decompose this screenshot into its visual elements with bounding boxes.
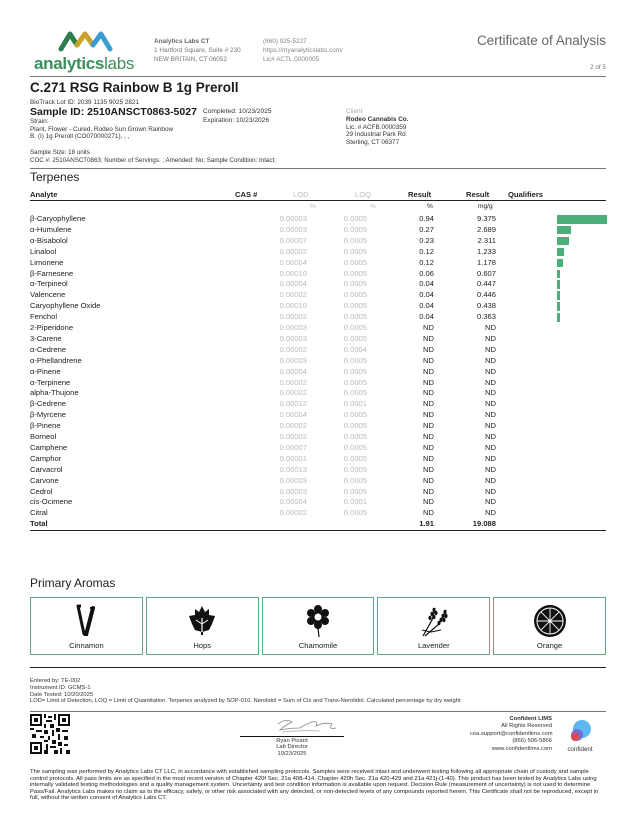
analyte-name: β-Farnesene (30, 268, 74, 278)
result-pct: ND (423, 399, 434, 409)
analyte-name: Caryophyllene Oxide (30, 301, 101, 311)
loq-value: 0.0005 (343, 388, 367, 398)
document-title: Certificate of Analysis (476, 33, 606, 48)
col-qualifiers: Qualifiers (508, 190, 544, 199)
result-pct: ND (423, 355, 434, 365)
result-pct: 0.12 (419, 257, 434, 267)
col-result-pct: Result (408, 190, 432, 199)
table-row (30, 323, 606, 334)
lavender-icon (419, 604, 449, 638)
lod-value: 0.00004 (279, 257, 307, 267)
analyte-name: α-Terpineol (30, 279, 68, 289)
result-mg: 0.438 (476, 301, 496, 311)
table-row (30, 443, 606, 454)
signatory-title: Lab Director (276, 744, 308, 751)
client-license: Lic. # ACFB.0000359 (346, 123, 407, 131)
completed-date: Completed: 10/23/2025 (203, 108, 272, 115)
loq-value: 0.0005 (343, 312, 367, 322)
loq-value: 0.0005 (343, 290, 367, 300)
terpenes-divider (30, 168, 606, 169)
signatory-name: Ryan Picard (276, 738, 308, 744)
page-number: 2 of 5 (590, 64, 606, 71)
col-lod: LOD (293, 190, 309, 199)
unit-lod: % (310, 203, 316, 210)
loq-value: 0.0005 (343, 235, 367, 245)
result-mg: ND (485, 508, 496, 518)
notes-divider (30, 711, 606, 712)
analyte-name: α-Terpinene (30, 377, 71, 387)
lod-value: 0.00003 (279, 224, 307, 234)
result-mg: ND (485, 453, 496, 463)
analyte-name: Limonene (30, 257, 64, 267)
result-pct: ND (423, 432, 434, 441)
loq-value: 0.0005 (343, 410, 367, 420)
result-mg: ND (485, 497, 496, 507)
table-row (30, 290, 606, 301)
qualifier-bar (557, 270, 560, 279)
unit-loq: % (370, 203, 376, 210)
table-row (30, 214, 606, 225)
lod-value: 0.00003 (279, 333, 307, 343)
lod-value: 0.00001 (279, 453, 307, 463)
qualifier-bar (557, 280, 560, 289)
total-row (30, 519, 606, 530)
qr-code-icon (30, 714, 70, 754)
result-pct: 0.23 (419, 235, 434, 245)
result-mg: ND (485, 410, 496, 420)
analyte-name: α-Bisabolol (30, 235, 68, 245)
strain-label: Strain: (30, 118, 49, 125)
hops-icon (187, 604, 217, 636)
result-mg: ND (485, 377, 496, 387)
result-mg: 0.446 (476, 290, 496, 300)
qualifier-bar (557, 302, 560, 311)
lod-value: 0.00002 (279, 508, 307, 518)
result-pct: 0.04 (419, 312, 434, 322)
biotrack-lot-id: BioTrack Lot ID: 2039 1135 9025 2821 (30, 99, 140, 106)
qualifier-bar (557, 313, 560, 322)
lab-name: Analytics Labs CT (154, 38, 210, 45)
table-row (30, 378, 606, 389)
signature-date: 10/23/2025 (277, 750, 307, 757)
lod-value: 0.00002 (279, 388, 307, 398)
result-pct: ND (423, 388, 434, 398)
loq-value: 0.0005 (343, 421, 367, 431)
col-loq: LOQ (355, 190, 372, 199)
total-mg: 19.088 (472, 519, 496, 529)
analyte-name: α-Humulene (30, 224, 72, 234)
aroma-hops (146, 597, 259, 655)
table-row (30, 454, 606, 465)
sample-size-info (30, 149, 276, 164)
result-pct: 0.94 (419, 214, 434, 223)
analyte-name: β-Caryophyllene (30, 214, 86, 223)
qualifier-bar (557, 291, 560, 300)
analyte-name: β-Cedrene (30, 399, 67, 409)
result-mg: ND (485, 344, 496, 354)
loq-value: 0.0005 (343, 508, 367, 518)
lod-value: 0.00003 (279, 323, 307, 332)
aroma-label: Chamomile (298, 641, 338, 650)
loq-value: 0.0005 (343, 224, 367, 234)
lod-value: 0.00013 (279, 464, 307, 474)
lims-name: Confident LIMS (509, 716, 552, 722)
client-address-1: 29 Industrial Park Rd (346, 131, 406, 139)
analyte-name: β-Pinene (30, 421, 61, 431)
lod-value: 0.00007 (279, 235, 307, 245)
table-row (30, 225, 606, 236)
result-pct: ND (423, 508, 434, 518)
result-pct: ND (423, 421, 434, 431)
qualifier-bar (557, 215, 607, 224)
lod-value: 0.00003 (279, 214, 307, 223)
loq-value: 0.0005 (343, 486, 367, 496)
lod-value: 0.00003 (279, 486, 307, 496)
analyte-name: α-Cedrene (30, 344, 67, 354)
result-mg: ND (485, 432, 496, 441)
total-pct: 1.91 (419, 519, 434, 529)
result-mg: ND (485, 366, 496, 376)
lod-value: 0.00004 (279, 279, 307, 289)
analyte-name: cis-Ocimene (30, 497, 73, 507)
lab-contact (263, 37, 343, 64)
aroma-label: Cinnamon (69, 641, 104, 650)
lod-value: 0.00003 (279, 355, 307, 365)
result-mg: ND (485, 355, 496, 365)
lod-value: 0.00004 (279, 497, 307, 507)
analyte-name: Cedrol (30, 486, 53, 496)
confident-logo-text: confident (567, 746, 593, 753)
aroma-orange (493, 597, 606, 655)
lab-address-2: NEW BRITAIN, CT 06052 (154, 56, 227, 63)
result-pct: ND (423, 453, 434, 463)
lims-phone: (866) 506-5866 (512, 738, 552, 745)
loq-value: 0.0005 (343, 301, 367, 311)
result-pct: 0.27 (419, 224, 434, 234)
lod-value: 0.00002 (279, 312, 307, 322)
loq-value: 0.0005 (343, 442, 367, 452)
header-divider (30, 76, 606, 77)
signature-block (240, 716, 344, 756)
result-mg: 0.607 (476, 268, 496, 278)
result-pct: ND (423, 333, 434, 343)
lod-loq-legend: LOD= Limit of Detection, LOQ = Limit of Quantitation. Terpenes analyzed by SOP-010. Nerolidol = Sum of Cis and Trans-Nerolidol. Calculated percentage by dry weight (30, 698, 461, 705)
result-mg: 2.689 (476, 224, 496, 234)
table-row (30, 432, 606, 443)
analyte-name: Carvone (30, 475, 59, 485)
loq-value: 0.0001 (343, 497, 367, 507)
sample-id: Sample ID: 2510ANSCT0863-5027 (30, 106, 197, 118)
table-row (30, 247, 606, 258)
result-pct: ND (423, 497, 434, 507)
date-tested: Date Tested: 10/20/2025 (30, 691, 94, 698)
table-row (30, 410, 606, 421)
col-result-mg: Result (466, 190, 490, 199)
table-row (30, 356, 606, 367)
table-row (30, 367, 606, 378)
logo-mark-icon (58, 30, 118, 52)
lims-url[interactable]: www.confidentlims.com (491, 745, 552, 752)
lab-address-1: 1 Hartford Square, Suite # 230 (154, 47, 241, 54)
table-row (30, 465, 606, 476)
loq-value: 0.0005 (343, 279, 367, 289)
col-analyte: Analyte (30, 190, 58, 199)
unit-result-pct: % (427, 203, 433, 210)
table-row (30, 399, 606, 410)
result-pct: ND (423, 442, 434, 452)
analyte-name: Carvacrol (30, 464, 63, 474)
lab-phone: (860) 925-5227 (263, 38, 307, 45)
analytics-labs-logo (34, 30, 144, 74)
table-row (30, 236, 606, 247)
orange-icon (533, 604, 567, 638)
loq-value: 0.0001 (343, 399, 367, 409)
analyte-name: β-Myrcene (30, 410, 67, 420)
sample-dates (203, 108, 272, 125)
analyte-name: alpha-Thujone (30, 388, 79, 398)
result-pct: 0.04 (419, 279, 434, 289)
strain-desc-2: B. (I) 1g Preroll (CO070000271), , , (30, 133, 130, 141)
table-row (30, 345, 606, 356)
lod-value: 0.00012 (279, 399, 307, 409)
result-pct: ND (423, 366, 434, 376)
client-label: Client (346, 108, 363, 115)
aromas-section-title: Primary Aromas (30, 576, 116, 590)
loq-value: 0.0005 (343, 246, 367, 256)
loq-value: 0.0005 (343, 453, 367, 463)
result-pct: ND (423, 377, 434, 387)
total-label: Total (30, 519, 48, 529)
loq-value: 0.0005 (343, 464, 367, 474)
qualifier-bar (557, 226, 571, 235)
loq-value: 0.0005 (343, 366, 367, 376)
table-row (30, 487, 606, 498)
result-mg: ND (485, 442, 496, 452)
aroma-label: Lavender (417, 641, 450, 650)
unit-result-mg: mg/g (478, 203, 493, 210)
test-notes (30, 678, 461, 705)
lod-value: 0.00010 (279, 268, 307, 278)
table-row (30, 258, 606, 269)
cinnamon-icon (74, 604, 98, 636)
loq-value: 0.0004 (343, 344, 367, 354)
aroma-cinnamon (30, 597, 143, 655)
result-mg: 0.363 (476, 312, 496, 322)
loq-value: 0.0005 (343, 355, 367, 365)
client-info (346, 108, 409, 147)
terpenes-section-title: Terpenes (30, 170, 80, 184)
loq-value: 0.0005 (343, 475, 367, 485)
lod-value: 0.00002 (279, 421, 307, 431)
lod-value: 0.00002 (279, 432, 307, 441)
result-pct: ND (423, 486, 434, 496)
loq-value: 0.0005 (343, 268, 367, 278)
loq-value: 0.0005 (343, 323, 367, 332)
aroma-label: Hops (193, 641, 212, 650)
qualifier-bar (557, 248, 564, 257)
disclaimer: The sampling was performed by Analytics Labs CT LLC, in accordance with established sampling protocols. Samples were received intact and underwent testing following all appropriate chain of custody and sample control protocols. All pass limits are as specified in the most recent version of Chapter 420f Sec. 21a 408-414, Chapter 420h Sec. 21a 420-429 and 21a 421j-(1-40). This product has been tested by Analytics Labs using internally validated testing methodologies and a quality management system. Uncertainty and test condition information is available upon request. Decision Rule (measurement of uncertainty) is not used to determine Pass/Fail. Analytics Labs makes no claim as to the efficacy, safety, or other risk associated with any detected, or non-detected levels of any compounds reported herein. This Certificate shall not be reproduced, except in full, without the written consent of Analytics Labs CT. (30, 769, 599, 802)
loq-value: 0.0005 (343, 214, 367, 223)
result-mg: ND (485, 421, 496, 431)
coc-line: COC #: 2510ANSCT0863; Number of Servings: ; Amended: No; Sample Condition: Intact; (30, 156, 276, 164)
analyte-name: Camphene (30, 442, 68, 452)
analyte-name: 2-Piperidone (30, 323, 74, 332)
instrument-id: Instrument ID: GCMS-1 (30, 684, 91, 691)
signature-line (240, 736, 344, 737)
confident-logo-icon (560, 718, 600, 746)
chamomile-icon (305, 604, 331, 638)
result-pct: ND (423, 464, 434, 474)
sample-size: Sample Size: 18 units (30, 149, 90, 156)
result-mg: ND (485, 388, 496, 398)
total-rule (30, 530, 606, 532)
result-mg: 9.375 (476, 214, 496, 223)
table-row (30, 301, 606, 312)
lod-value: 0.00002 (279, 377, 307, 387)
result-pct: ND (423, 410, 434, 420)
lab-info (154, 37, 241, 64)
aromas-grid (30, 597, 606, 655)
aromas-bottom-divider (30, 667, 606, 668)
aroma-chamomile (262, 597, 375, 655)
aroma-label: Orange (536, 641, 563, 650)
product-title: C.271 RSG Rainbow B 1g Preroll (30, 80, 239, 95)
analyte-name: Fenchol (30, 312, 58, 322)
analyte-name: Camphor (30, 453, 62, 463)
table-row (30, 497, 606, 508)
table-row (30, 421, 606, 432)
lab-url[interactable]: https://myanalyticslabs.com/ (263, 47, 343, 54)
table-row (30, 279, 606, 290)
table-row (30, 476, 606, 487)
lod-value: 0.00002 (279, 290, 307, 300)
lab-license: Lic# ACTL.0000005 (263, 56, 320, 63)
table-row (30, 508, 606, 519)
loq-value: 0.0005 (343, 333, 367, 343)
logo-wordmark: analyticslabs (34, 54, 135, 73)
confident-logo (560, 718, 600, 754)
loq-value: 0.0005 (343, 432, 367, 441)
analyte-name: Citral (30, 508, 48, 518)
result-mg: ND (485, 399, 496, 409)
result-pct: ND (423, 323, 434, 332)
aroma-lavender (377, 597, 490, 655)
result-pct: 0.04 (419, 301, 434, 311)
result-mg: ND (485, 464, 496, 474)
lod-value: 0.00003 (279, 475, 307, 485)
lod-value: 0.00007 (279, 442, 307, 452)
result-mg: ND (485, 475, 496, 485)
result-mg: 0.447 (476, 279, 496, 289)
result-pct: ND (423, 475, 434, 485)
col-cas: CAS # (235, 190, 258, 199)
analyte-name: 3-Carene (30, 333, 62, 343)
strain-desc-1: Plant, Flower - Cured, Rodeo Sun Grown Rainbow (30, 125, 174, 133)
result-mg: 2.311 (477, 235, 496, 245)
signature-icon (240, 716, 344, 736)
result-mg: ND (485, 333, 496, 343)
result-pct: ND (423, 344, 434, 354)
table-row (30, 312, 606, 323)
analyte-name: Linalool (30, 246, 57, 256)
lod-value: 0.00010 (279, 301, 307, 311)
lims-info (470, 716, 552, 753)
result-pct: 0.12 (419, 246, 434, 256)
qr-code[interactable] (30, 714, 70, 754)
lims-rights: All Rights Reserved (501, 723, 552, 730)
table-row (30, 334, 606, 345)
table-header-rule (30, 200, 606, 201)
loq-value: 0.0005 (343, 377, 367, 387)
result-pct: 0.06 (419, 268, 434, 278)
entered-by: Entered by: TE-002 (30, 678, 81, 684)
client-name: Rodeo Cannabis Co. (346, 115, 409, 123)
qualifier-bar (557, 259, 563, 268)
result-pct: 0.04 (419, 290, 434, 300)
analyte-name: α-Phellandrene (30, 355, 82, 365)
client-address-2: Sterling, CT 06377 (346, 139, 400, 147)
signatory (240, 738, 344, 757)
lims-email[interactable]: coa.support@confidentlims.com (470, 730, 553, 737)
qualifier-bar (557, 237, 569, 246)
lod-value: 0.00002 (279, 344, 307, 354)
table-row (30, 388, 606, 399)
analyte-name: Valencene (30, 290, 66, 300)
loq-value: 0.0005 (343, 257, 367, 267)
expiration-date: Expiration: 10/23/2026 (203, 116, 269, 124)
lod-value: 0.00004 (279, 410, 307, 420)
result-mg: ND (485, 486, 496, 496)
lod-value: 0.00002 (279, 246, 307, 256)
analyte-name: α-Pinene (30, 366, 61, 376)
table-row (30, 269, 606, 280)
result-mg: 1.178 (476, 257, 496, 267)
result-mg: 1.233 (476, 246, 496, 256)
analyte-name: Borneol (30, 432, 57, 441)
result-mg: ND (485, 323, 496, 332)
lod-value: 0.00004 (279, 366, 307, 376)
strain-info (30, 118, 205, 141)
